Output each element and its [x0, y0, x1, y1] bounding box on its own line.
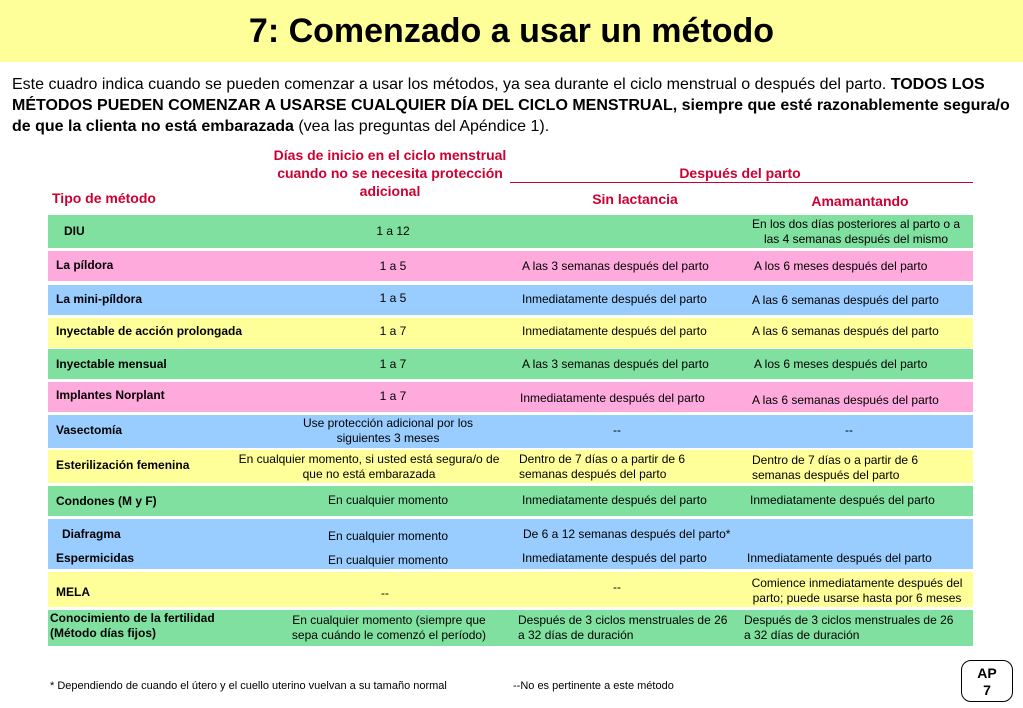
- cycle-days-cell: En cualquier momento (siempre que sepa cuándo le comenzó el período): [291, 613, 487, 642]
- breastfeeding-cell: Comience inmediatamente después del parto; puede usarse hasta por 6 meses: [751, 576, 963, 605]
- no-lactation-cell: Inmediatamente después del parto: [522, 292, 707, 306]
- cycle-days-cell: 1 a 5: [379, 259, 407, 273]
- breastfeeding-cell: A los 6 meses después del parto: [754, 357, 928, 371]
- cycle-days-cell: Use protección adicional por los siguientes 3 meses: [302, 416, 474, 445]
- breastfeeding-cell: A las 6 semanas después del parto: [752, 393, 939, 407]
- method-name: Esterilización femenina: [56, 458, 190, 472]
- cycle-days-cell: En cualquier momento, si usted está segura/o de que no está embarazada: [238, 452, 500, 481]
- cycle-days-cell: 1 a 5: [379, 291, 407, 305]
- header-postpartum: Después del parto: [679, 165, 801, 181]
- footnote-dash: --No es pertinente a este método: [513, 680, 674, 692]
- method-name: Inyectable mensual: [56, 357, 167, 371]
- method-name: La mini-píldora: [56, 292, 143, 306]
- no-lactation-cell: --: [613, 423, 621, 437]
- method-name: Vasectomía: [56, 423, 123, 437]
- breastfeeding-cell: Inmediatamente después del parto: [750, 493, 935, 507]
- cycle-days-cell: 1 a 7: [379, 389, 407, 403]
- header-method-type: Tipo de método: [52, 190, 156, 206]
- cycle-days-cell: 1 a 7: [379, 357, 407, 371]
- method-name: DIU: [64, 224, 85, 238]
- header-cycle-days: Días de inicio en el ciclo menstrual cuando no se necesita protección adicional: [273, 147, 507, 199]
- intro-line: Este cuadro indica cuando se pueden comenzar a usar los métodos, ya sea durante el ciclo menstrual o después del parto.: [12, 76, 887, 93]
- title-bar: [0, 0, 1023, 62]
- breastfeeding-cell: A las 6 semanas después del parto: [752, 324, 939, 338]
- breastfeeding-cell: Después de 3 ciclos menstruales de 26 a 32 días de duración: [744, 613, 954, 642]
- header-breastfeeding: Amamantando: [811, 193, 909, 209]
- badge-line-2: 7: [983, 682, 991, 698]
- method-name: Conocimiento de la fertilidad (Método días fijos): [50, 611, 215, 640]
- footnote-asterisk: * Dependiendo de cuando el útero y el cuello uterino vuelvan a su tamaño normal: [50, 680, 447, 692]
- no-lactation-cell: --: [613, 580, 621, 594]
- cycle-days-cell: En cualquier momento: [327, 529, 449, 543]
- breastfeeding-cell: A los 6 meses después del parto: [754, 259, 928, 273]
- no-lactation-cell: A las 3 semanas después del parto: [522, 259, 709, 273]
- no-lactation-cell: Inmediatamente después del parto: [522, 551, 707, 565]
- method-name-secondary: Espermicidas: [56, 551, 135, 565]
- page-title: 7: Comenzado a usar un método: [248, 12, 775, 50]
- method-name: Condones (M y F): [56, 494, 157, 508]
- no-lactation-cell: Inmediatamente después del parto: [520, 391, 705, 405]
- cycle-days-cell: 1 a 7: [379, 324, 407, 338]
- no-lactation-cell: Inmediatamente después del parto: [522, 493, 707, 507]
- intro-tail: (vea las preguntas del Apéndice 1).: [293, 118, 550, 135]
- no-lactation-cell: Después de 3 ciclos menstruales de 26 a 32 días de duración: [518, 613, 728, 642]
- method-name: Diafragma: [62, 527, 121, 541]
- badge-line-1: AP: [977, 665, 997, 681]
- method-name: MELA: [56, 585, 90, 599]
- appendix-badge: [961, 660, 1013, 702]
- no-lactation-cell: Inmediatamente después del parto: [522, 324, 707, 338]
- cycle-days-cell: 1 a 12: [376, 224, 410, 238]
- cycle-days-cell: En cualquier momento: [327, 493, 449, 507]
- no-lactation-cell: A las 3 semanas después del parto: [522, 357, 709, 371]
- no-lactation-cell: Dentro de 7 días o a partir de 6 semanas después del parto: [519, 452, 686, 481]
- header-underline: [510, 182, 973, 183]
- cycle-days-cell-secondary: En cualquier momento: [327, 553, 449, 567]
- header-no-lactation: Sin lactancia: [592, 191, 678, 207]
- intro-bold: TODOS LOS MÉTODOS PUEDEN COMENZAR A USARSE CUALQUIER DÍA DEL CICLO MENSTRUAL, siempre que esté razonablemente segura/o de que la clienta no está embarazada: [12, 76, 1010, 135]
- breastfeeding-cell: Dentro de 7 días o a partir de 6 semanas después del parto: [752, 453, 919, 482]
- breastfeeding-cell: En los dos días posteriores al parto o a las 4 semanas después del mismo: [751, 217, 961, 246]
- breastfeeding-cell: A las 6 semanas después del parto: [752, 293, 939, 307]
- intro-paragraph: [12, 74, 1017, 137]
- method-name: La píldora: [56, 258, 114, 272]
- cycle-days-cell: --: [381, 586, 389, 600]
- method-name: Implantes Norplant: [56, 388, 165, 402]
- breastfeeding-cell: --: [845, 423, 853, 437]
- method-name: Inyectable de acción prolongada: [56, 324, 243, 338]
- postpartum-shared-cell: De 6 a 12 semanas después del parto*: [523, 527, 731, 541]
- breastfeeding-cell: Inmediatamente después del parto: [747, 551, 932, 565]
